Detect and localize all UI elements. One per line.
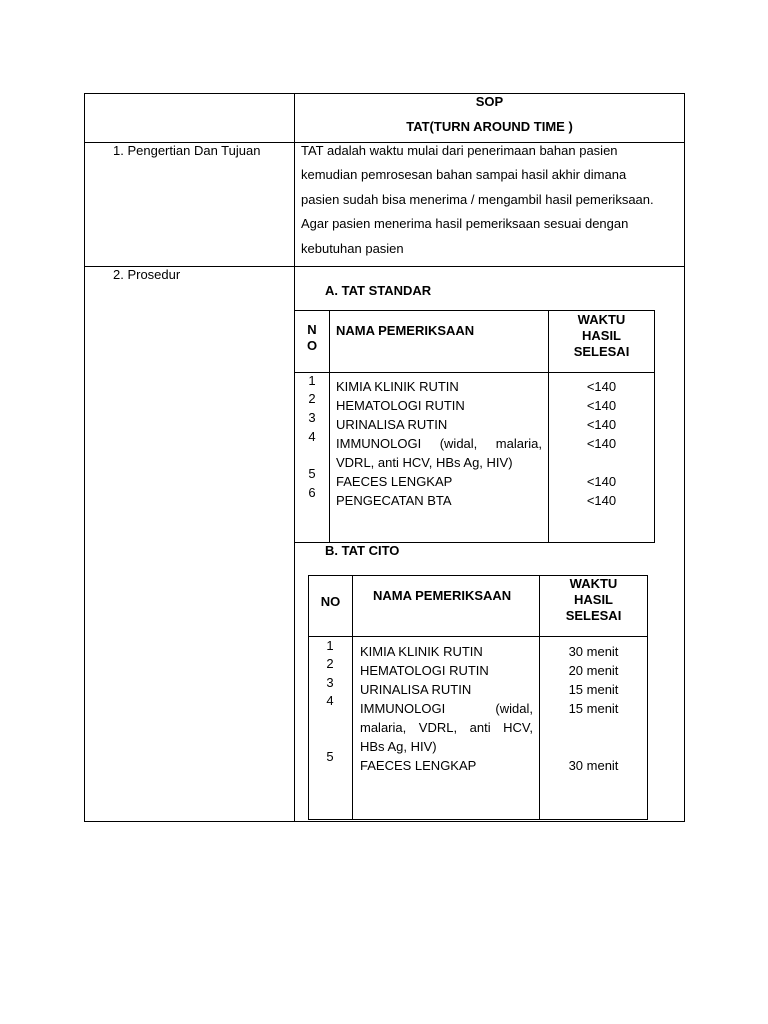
- cito-row-no: 3: [326, 675, 334, 690]
- standar-row-name: IMMUNOLOGI (widal, malaria,: [336, 436, 542, 451]
- cito-col-name: NAMA PEMERIKSAAN: [373, 588, 512, 603]
- cito-row-name: IMMUNOLOGI (widal,: [360, 701, 533, 716]
- cito-row-time: 30 menit: [568, 758, 619, 773]
- standar-row-name: HEMATOLOGI RUTIN: [336, 398, 465, 413]
- cito-row-time: 30 menit: [568, 644, 619, 659]
- standar-row-no: 4: [308, 429, 316, 444]
- standar-col-name: NAMA PEMERIKSAAN: [336, 323, 475, 338]
- cito-col-time: SELESAI: [565, 608, 622, 623]
- cito-row-name: URINALISA RUTIN: [360, 682, 472, 697]
- standar-col-time: SELESAI: [573, 344, 630, 359]
- section-1-line: TAT adalah waktu mulai dari penerimaan bahan pasien: [301, 143, 618, 158]
- standar-row-name: KIMIA KLINIK RUTIN: [336, 379, 459, 394]
- standar-row-no: 6: [308, 485, 316, 500]
- standar-row-time: <140: [586, 379, 617, 394]
- standar-row-name: URINALISA RUTIN: [336, 417, 448, 432]
- cito-row-no: 5: [326, 749, 334, 764]
- section-1-label: 1. Pengertian Dan Tujuan: [113, 143, 261, 158]
- standar-row-name: FAECES LENGKAP: [336, 474, 453, 489]
- section-1-line: Agar pasien menerima hasil pemeriksaan sesuai dengan: [301, 216, 629, 231]
- standar-row-time: <140: [586, 417, 617, 432]
- document-title: SOP: [475, 94, 504, 109]
- cito-row-name: KIMIA KLINIK RUTIN: [360, 644, 483, 659]
- standar-col-no: O: [306, 338, 318, 353]
- cito-col-time: HASIL: [574, 592, 613, 607]
- standar-row-no: 3: [308, 410, 316, 425]
- standar-row-time: <140: [586, 398, 617, 413]
- standar-row-time: <140: [586, 493, 617, 508]
- standar-row-name: PENGECATAN BTA: [336, 493, 452, 508]
- standar-col-no: N: [307, 322, 317, 337]
- standar-row-name: VDRL, anti HCV, HBs Ag, HIV): [336, 455, 513, 470]
- cito-row-no: 1: [326, 638, 334, 653]
- standar-row-time: <140: [586, 436, 617, 451]
- cito-row-no: 4: [326, 693, 334, 708]
- cito-col-no: NO: [320, 594, 341, 609]
- cito-row-time: 20 menit: [568, 663, 619, 678]
- cito-row-name: HBs Ag, HIV): [360, 739, 437, 754]
- cito-row-time: 15 menit: [568, 701, 619, 716]
- cito-row-name: HEMATOLOGI RUTIN: [360, 663, 489, 678]
- cito-row-time: 15 menit: [568, 682, 619, 697]
- section-1-line: kebutuhan pasien: [301, 241, 404, 256]
- standar-row-no: 1: [308, 373, 316, 388]
- section-1-line: pasien sudah bisa menerima / mengambil hasil pemeriksaan.: [301, 192, 654, 207]
- standar-col-time: HASIL: [582, 328, 621, 343]
- section-2-label: 2. Prosedur: [113, 267, 181, 282]
- standar-row-no: 2: [308, 391, 316, 406]
- section-1-line: kemudian pemrosesan bahan sampai hasil akhir dimana: [301, 167, 627, 182]
- document-subtitle: TAT(TURN AROUND TIME ): [406, 119, 573, 134]
- tat-standar-heading: A. TAT STANDAR: [325, 283, 432, 298]
- cito-row-no: 2: [326, 656, 334, 671]
- standar-col-time: WAKTU: [577, 312, 626, 327]
- tat-cito-heading: B. TAT CITO: [325, 543, 400, 558]
- cito-row-name: malaria, VDRL, anti HCV,: [360, 720, 533, 735]
- cito-row-name: FAECES LENGKAP: [360, 758, 477, 773]
- standar-row-no: 5: [308, 466, 316, 481]
- cito-col-time: WAKTU: [569, 576, 618, 591]
- standar-row-time: <140: [586, 474, 617, 489]
